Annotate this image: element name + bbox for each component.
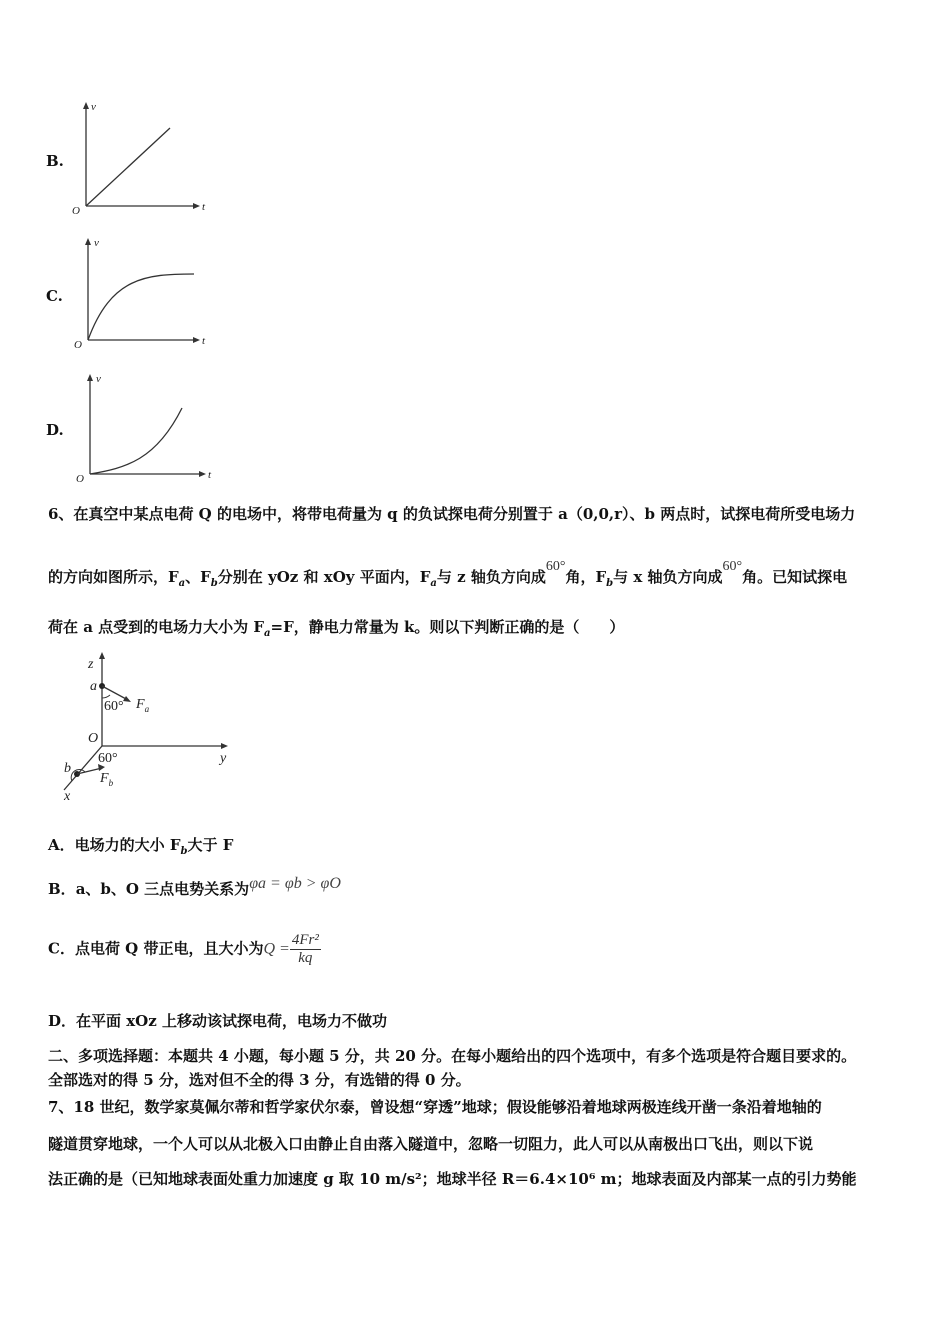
q6-field-figure (52, 650, 252, 809)
z-axis-label: z (88, 657, 94, 672)
force-b-label: $F_b$ (100, 771, 114, 788)
option-d-label: D. (46, 421, 64, 439)
origin-label: O (74, 339, 82, 351)
axis-x-label: t (208, 469, 212, 481)
section2-line1: 二、多项选择题：本题共 4 小题，每小题 5 分，共 20 分。在每小题给出的四个选项中，有多个选项是符合题目要求的。 (48, 1047, 857, 1065)
point-b-label: b (64, 761, 71, 776)
point-a-label: a (90, 679, 97, 694)
q6-line3: 荷在 a 点受到的电场力大小为 $F_a=F$，静电力常量为 k。则以下判断正确的是（ ） (48, 618, 625, 639)
axis-x-label: t (202, 335, 206, 347)
option-d-graph (66, 368, 216, 492)
angle-a-label: 60° (104, 699, 124, 714)
angle-60-a: 60° (545, 559, 566, 574)
y-axis-label: y (220, 751, 227, 766)
origin-label: O (72, 205, 80, 217)
force-a-label: $F_a$ (136, 697, 150, 714)
q7-line3: 法正确的是（已知地球表面处重力加速度 g 取 10 m/s²；地球半径 R＝6.4×10⁶ m；地球表面及内部某一点的引力势能 (48, 1170, 857, 1188)
axis-y-label: v (91, 101, 96, 113)
option-c-graph (66, 232, 216, 356)
x-axis-label: x (64, 789, 71, 804)
potential-formula: φa = φb > φO (249, 875, 341, 892)
charge-fraction: $\frac{\text{4Fr²}}{kq}$ (291, 932, 319, 966)
q6-line2: 的方向如图所示，$F_a$、$F_b$分别在 yOz 和 xOy 平面内，$F_a$与 z 轴负方向成60°角，$F_b$与 x 轴负方向成60°角。已知试探电 (48, 559, 848, 589)
angle-60-b: 60° (722, 559, 743, 574)
charge-formula-lhs: Q = (263, 940, 290, 958)
axis-y-label: v (94, 237, 99, 249)
q6-option-b: B．a、b、O 三点电势关系为φa = φb > φO (48, 875, 341, 898)
section2-line2: 全部选对的得 5 分，选对但不全的得 3 分，有选错的得 0 分。 (48, 1071, 471, 1089)
option-c-label: C. (46, 287, 63, 305)
origin-label: O (76, 473, 84, 485)
axis-x-label: t (202, 201, 206, 213)
q6-option-d: D．在平面 xOz 上移动该试探电荷，电场力不做功 (48, 1012, 387, 1030)
option-b-graph (66, 98, 216, 222)
axis-y-label: v (96, 373, 101, 385)
q6-line1: 6、在真空中某点电荷 Q 的电场中，将带电荷量为 q 的负试探电荷分别置于 a（0,0,r）、b 两点时，试探电荷所受电场力 (48, 505, 856, 523)
q6-option-a: A．电场力的大小 $F_b$大于 F (48, 836, 234, 857)
origin-o-label: O (88, 731, 99, 746)
q7-line2: 隧道贯穿地球，一个人可以从北极入口由静止自由落入隧道中，忽略一切阻力，此人可以从南极出口飞出，则以下说 (48, 1135, 814, 1153)
angle-b-label: 60° (98, 751, 118, 766)
q6-option-c: C．点电荷 Q 带正电，且大小为Q = $\frac{\text{4Fr²}}{kq}$ (48, 932, 319, 966)
q7-line1: 7、18 世纪，数学家莫佩尔蒂和哲学家伏尔泰，曾设想“穿透”地球；假设能够沿着地球两极连线开凿一条沿着地轴的 (48, 1098, 822, 1116)
option-b-label: B. (46, 152, 64, 170)
